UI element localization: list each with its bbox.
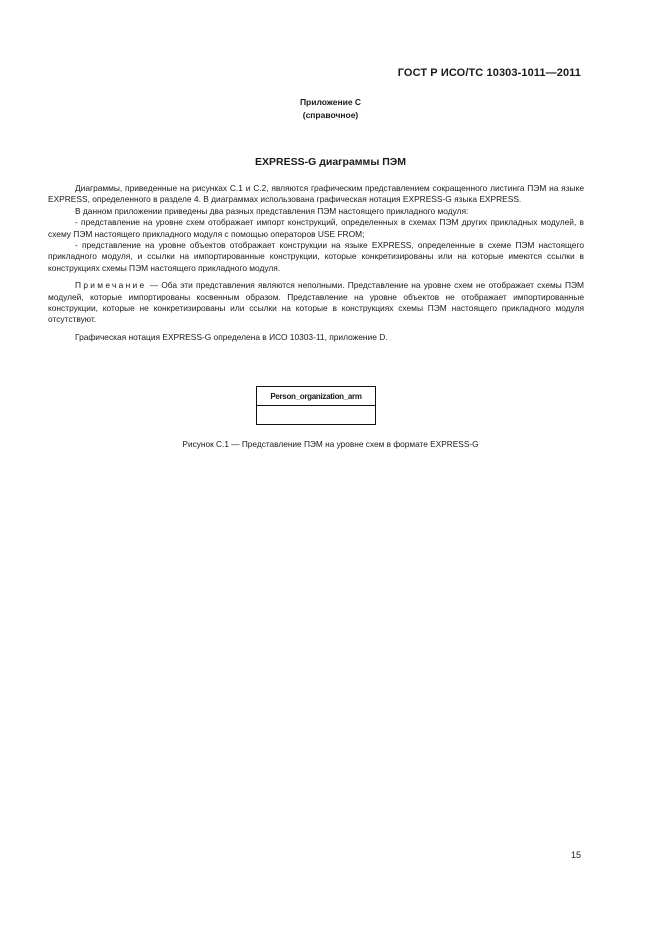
- annex-subtitle: (справочное): [302, 110, 359, 120]
- figure-caption: Рисунок С.1 — Представление ПЭМ на уровне схем в формате EXPRESS-G: [182, 439, 479, 449]
- paragraph: - представление на уровне схем отображает импорт конструкций, определенных в схемах ПЭМ других прикладных модулей, в схему ПЭМ настоящего прикладного модуля с помощью операторов USE FROM;: [48, 217, 584, 239]
- notation-paragraph: Графическая нотация EXPRESS-G определена в ИСО 10303-11, приложение D.: [75, 331, 388, 342]
- paragraph: - представление на уровне объектов отображает конструкции на языке EXPRESS, определенные в схеме ПЭМ настоящего прикладного модуля, и ссылки на импортированные конструкции, которые конкретизированы или на которые имеются ссылки в конструкциях схемы ПЭМ настоящего прикладного модуля.: [48, 240, 584, 273]
- annex-heading: [0, 96, 661, 122]
- entity-body: [257, 406, 375, 424]
- section-title: EXPRESS-G диаграммы ПЭМ: [255, 156, 406, 168]
- note-paragraph: [48, 280, 584, 326]
- note-text: — Оба эти представления являются неполными. Представление на уровне схем не отображает схемы ПЭМ модулей, которые импортированы косвенным образом. Представление на уровне объектов не отображает импортированные конструкции, которые не конкретизированы или ссылки на которые в конструкциях схемы ПЭМ настоящего прикладного модуля отсутствуют.: [48, 280, 585, 325]
- annex-title: Приложение С: [299, 97, 362, 107]
- express-g-entity-box: [256, 386, 376, 425]
- document-code: ГОСТ Р ИСО/ТС 10303-1011—2011: [397, 67, 581, 79]
- page-number: 15: [570, 850, 581, 860]
- paragraph: В данном приложении приведены два разных представления ПЭМ настоящего прикладного модуля:: [75, 205, 469, 216]
- note-label: Примечание: [75, 280, 147, 291]
- body-text: [48, 183, 584, 343]
- paragraph: Диаграммы, приведенные на рисунках С.1 и С.2, являются графическим представлением сокращенного листинга ПЭМ на языке EXPRESS, определенного в разделе 4. В диаграммах использована графическая нотация EXPRESS-G языка EXPRESS.: [48, 183, 584, 205]
- entity-name: Person_organization_arm: [257, 387, 375, 406]
